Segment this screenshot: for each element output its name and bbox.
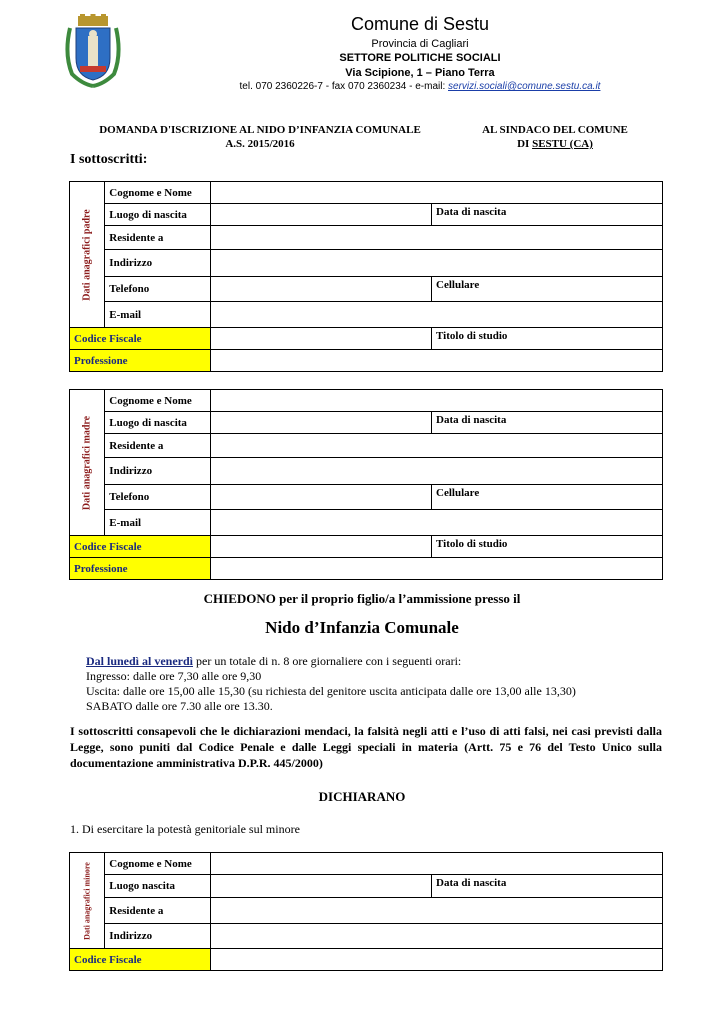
recipient-line2 bbox=[455, 137, 655, 151]
label-cognome-nome: Cognome e Nome bbox=[105, 853, 211, 875]
schedule-lead-line bbox=[86, 654, 686, 669]
father-tax-code-field[interactable] bbox=[211, 328, 432, 350]
child-tax-code-field[interactable] bbox=[211, 949, 663, 971]
label-codice-fiscale: Codice Fiscale bbox=[70, 949, 211, 971]
label-luogo-nascita: Luogo nascita bbox=[105, 875, 211, 898]
mother-side-label: Dati anagrafici madre bbox=[70, 390, 105, 536]
recipient-line1: AL SINDACO DEL COMUNE bbox=[482, 124, 628, 136]
father-birthplace-field[interactable] bbox=[211, 204, 432, 226]
label-residente: Residente a bbox=[105, 898, 211, 924]
comune-title: Comune di Sestu bbox=[350, 14, 490, 34]
label-cognome-nome: Cognome e Nome bbox=[105, 182, 211, 204]
recipient bbox=[455, 123, 655, 151]
schedule-ingresso: Ingresso: dalle ore 7,30 alle ore 9,30 bbox=[86, 669, 262, 683]
label-codice-fiscale: Codice Fiscale bbox=[70, 328, 211, 350]
mother-email-field[interactable] bbox=[211, 510, 663, 536]
mother-profession-field[interactable] bbox=[211, 558, 663, 580]
label-professione: Professione bbox=[70, 558, 211, 580]
domanda-title bbox=[60, 123, 460, 151]
domanda-line2: A.S. 2015/2016 bbox=[225, 138, 295, 150]
child-side-label: Dati anagrafici minore bbox=[70, 853, 105, 949]
municipal-crest-icon bbox=[62, 14, 124, 88]
label-residente: Residente a bbox=[105, 226, 211, 250]
father-phone-field[interactable] bbox=[211, 277, 432, 302]
label-telefono: Telefono bbox=[105, 277, 211, 302]
recipient-city: SESTU (CA) bbox=[532, 138, 593, 150]
mother-name-field[interactable] bbox=[211, 390, 663, 412]
father-side-label: Dati anagrafici padre bbox=[70, 182, 105, 328]
child-name-field[interactable] bbox=[211, 853, 663, 875]
father-education-field[interactable]: Titolo di studio bbox=[432, 328, 663, 350]
father-name-field[interactable] bbox=[211, 182, 663, 204]
chiedono-heading: CHIEDONO per il proprio figlio/a l’ammissione presso il bbox=[203, 591, 521, 606]
label-email: E-mail bbox=[105, 510, 211, 536]
dichiarano-heading: DICHIARANO bbox=[318, 789, 406, 804]
schedule-uscita: Uscita: dalle ore 15,00 alle 15,30 (su richiesta del genitore uscita anticipata dalle ore 13,00 alle 13,30) bbox=[86, 684, 576, 698]
nido-title: Nido d’Infanzia Comunale bbox=[265, 618, 459, 637]
father-mobile-field[interactable]: Cellulare bbox=[432, 277, 663, 302]
label-codice-fiscale: Codice Fiscale bbox=[70, 536, 211, 558]
label-luogo-nascita: Luogo di nascita bbox=[105, 412, 211, 434]
label-indirizzo: Indirizzo bbox=[105, 458, 211, 485]
label-residente: Residente a bbox=[105, 434, 211, 458]
contact-line bbox=[150, 81, 690, 92]
father-address-field[interactable] bbox=[211, 250, 663, 277]
father-email-field[interactable] bbox=[211, 302, 663, 328]
settore: SETTORE POLITICHE SOCIALI bbox=[339, 52, 501, 64]
sottoscritti-heading: I sottoscritti: bbox=[70, 152, 148, 167]
mother-birthdate-field[interactable]: Data di nascita bbox=[432, 412, 663, 434]
address: Via Scipione, 1 – Piano Terra bbox=[345, 67, 495, 79]
label-luogo-nascita: Luogo di nascita bbox=[105, 204, 211, 226]
child-birthplace-field[interactable] bbox=[211, 875, 432, 898]
mother-form bbox=[69, 389, 663, 580]
mother-phone-field[interactable] bbox=[211, 485, 432, 510]
label-cognome-nome: Cognome e Nome bbox=[105, 390, 211, 412]
schedule-days: Dal lunedì al venerdì bbox=[86, 654, 194, 668]
label-telefono: Telefono bbox=[105, 485, 211, 510]
child-form bbox=[69, 852, 663, 971]
mother-residence-field[interactable] bbox=[211, 434, 663, 458]
child-residence-field[interactable] bbox=[211, 898, 663, 924]
mother-tax-code-field[interactable] bbox=[211, 536, 432, 558]
label-professione: Professione bbox=[70, 350, 211, 372]
label-email: E-mail bbox=[105, 302, 211, 328]
father-profession-field[interactable] bbox=[211, 350, 663, 372]
provincia: Provincia di Cagliari bbox=[371, 38, 469, 50]
domanda-line1: DOMANDA D'ISCRIZIONE AL NIDO D’INFANZIA COMUNALE bbox=[99, 124, 421, 136]
child-address-field[interactable] bbox=[211, 924, 663, 949]
declaration-item-1: 1. Di esercitare la potestà genitoriale sul minore bbox=[70, 822, 300, 836]
father-residence-field[interactable] bbox=[211, 226, 663, 250]
mother-address-field[interactable] bbox=[211, 458, 663, 485]
mother-birthplace-field[interactable] bbox=[211, 412, 432, 434]
schedule-lead-rest: per un totale di n. 8 ore giornaliere con i seguenti orari: bbox=[193, 654, 462, 668]
mother-mobile-field[interactable]: Cellulare bbox=[432, 485, 663, 510]
recipient-prefix: DI bbox=[517, 138, 533, 150]
child-birthdate-field[interactable]: Data di nascita bbox=[432, 875, 663, 898]
mother-education-field[interactable]: Titolo di studio bbox=[432, 536, 663, 558]
schedule bbox=[86, 654, 686, 714]
label-indirizzo: Indirizzo bbox=[105, 924, 211, 949]
schedule-sabato: SABATO dalle ore 7.30 alle ore 13.30. bbox=[86, 699, 273, 713]
label-indirizzo: Indirizzo bbox=[105, 250, 211, 277]
contact-text: tel. 070 2360226-7 - fax 070 2360234 - e-mail: bbox=[239, 81, 449, 92]
father-birthdate-field[interactable]: Data di nascita bbox=[432, 204, 663, 226]
email-link[interactable]: servizi.sociali@comune.sestu.ca.it bbox=[448, 81, 601, 92]
disclaimer: I sottoscritti consapevoli che le dichiarazioni mendaci, la falsità negli atti e l’uso di atti falsi, nei casi previsti dalla Legge, sono puniti dal Codice Penale e dalle Leggi speciali in materia (Artt. 75 e 76 del Testo Unico sulla documentazione amministrativa D.P.R. 445/2000) bbox=[70, 724, 662, 770]
father-form bbox=[69, 181, 663, 372]
